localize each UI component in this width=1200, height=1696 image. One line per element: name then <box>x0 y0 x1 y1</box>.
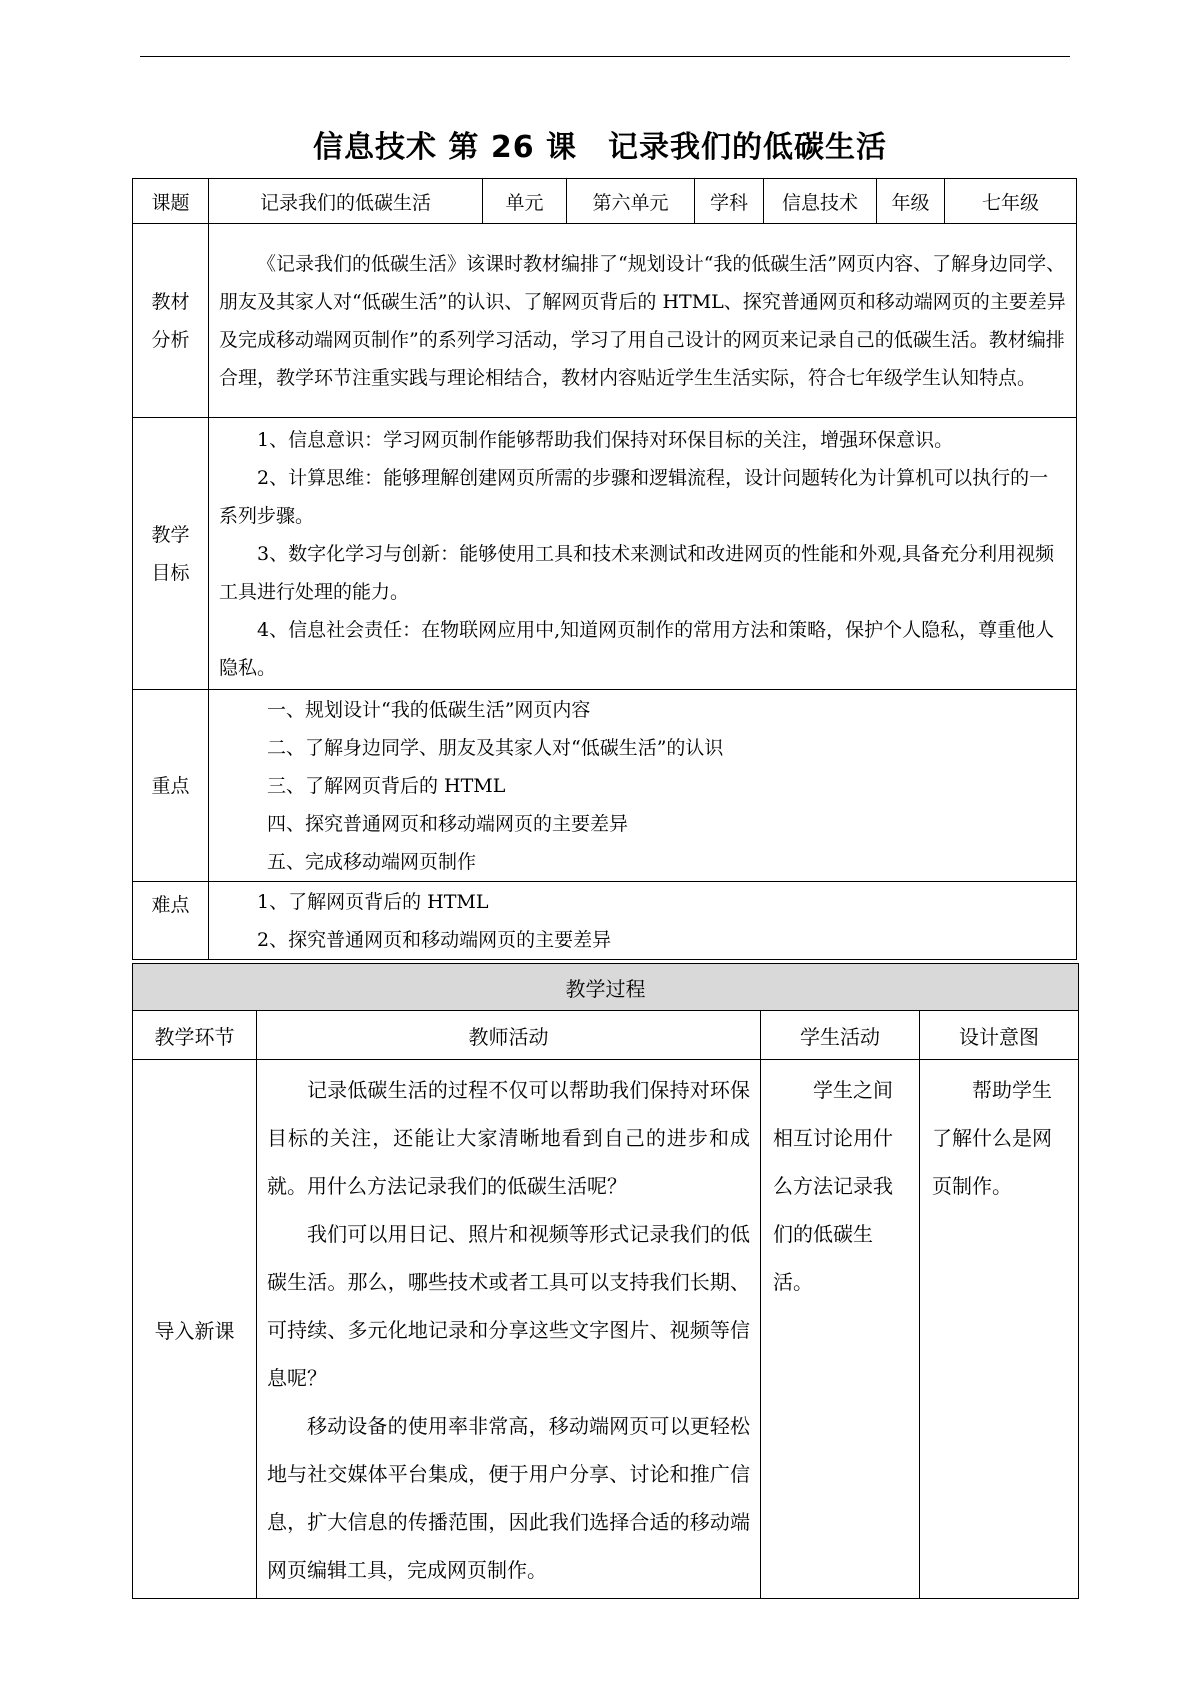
teacher-paragraph: 我们可以用日记、照片和视频等形式记录我们的低碳生活。那么，哪些技术或者工具可以支持我们长期、可持续、多元化地记录和分享这些文字图片、视频等信息呢？ <box>267 1222 750 1390</box>
unit-value: 第六单元 <box>567 179 695 224</box>
analysis-content <box>209 224 1077 418</box>
difficult-points-content <box>209 882 1077 960</box>
subject-label: 学科 <box>695 179 764 224</box>
goals-label-line-1: 教学 <box>151 523 190 546</box>
difficult-point-item: 2、探究普通网页和移动端网页的主要差异 <box>257 928 612 951</box>
key-point-item: 二、了解身边同学、朋友及其家人对“低碳生活”的认识 <box>267 736 724 759</box>
header-stage: 教学环节 <box>133 1011 257 1060</box>
teacher-activity-cell <box>257 1060 761 1599</box>
goal-item: 3、数字化学习与创新：能够使用工具和技术来测试和改进网页的性能和外观,具备充分利用视频工具进行处理的能力。 <box>219 542 1055 603</box>
stage-cell: 导入新课 <box>133 1060 257 1599</box>
subject-value: 信息技术 <box>764 179 877 224</box>
analysis-label <box>133 224 209 418</box>
grade-value: 七年级 <box>945 179 1077 224</box>
teacher-paragraph: 移动设备的使用率非常高，移动端网页可以更轻松地与社交媒体平台集成，便于用户分享、讨论和推广信息，扩大信息的传播范围，因此我们选择合适的移动端网页编辑工具，完成网页制作。 <box>267 1414 750 1582</box>
process-title: 教学过程 <box>133 964 1079 1011</box>
student-activity-cell <box>761 1060 920 1599</box>
goal-item: 1、信息意识：学习网页制作能够帮助我们保持对环保目标的关注，增强环保意识。 <box>257 428 954 451</box>
design-intent-text: 帮助学生了解什么是网页制作。 <box>932 1078 1052 1198</box>
meta-row <box>133 179 1077 224</box>
lesson-info-table <box>132 178 1077 960</box>
key-points-label: 重点 <box>133 690 209 882</box>
key-point-item: 一、规划设计“我的低碳生活”网页内容 <box>267 698 591 721</box>
process-title-row <box>133 964 1079 1011</box>
grade-label: 年级 <box>877 179 945 224</box>
student-activity-text: 学生之间相互讨论用什么方法记录我们的低碳生活。 <box>773 1078 893 1294</box>
difficult-points-label: 难点 <box>133 882 209 960</box>
header-rule <box>140 56 1070 57</box>
goal-item: 4、信息社会责任：在物联网应用中,知道网页制作的常用方法和策略，保护个人隐私，尊重他人隐私。 <box>219 618 1055 679</box>
teaching-process-table <box>132 963 1079 1599</box>
goals-content <box>209 418 1077 690</box>
header-design-intent: 设计意图 <box>920 1011 1079 1060</box>
key-point-item: 五、完成移动端网页制作 <box>267 850 477 873</box>
analysis-row <box>133 224 1077 418</box>
goal-item: 2、计算思维：能够理解创建网页所需的步骤和逻辑流程，设计问题转化为计算机可以执行的一系列步骤。 <box>219 466 1049 527</box>
analysis-text: 《记录我们的低碳生活》该课时教材编排了“规划设计“我的低碳生活”网页内容、了解身边同学、朋友及其家人对“低碳生活”的认识、了解网页背后的 HTML、探究普通网页和移动端网页的主要差异及完成移动端网页制作”的系列学习活动，学习了用自己设计的网页来记录自己的低碳生活。教材编排合理，教学环节注重实践与理论相结合，教材内容贴近学生生活实际，符合七年级学生认知特点。 <box>219 252 1066 389</box>
key-points-content <box>209 690 1077 882</box>
process-row-intro <box>133 1060 1079 1599</box>
analysis-label-line-1: 教材 <box>151 290 190 313</box>
topic-label: 课题 <box>133 179 209 224</box>
design-intent-cell <box>920 1060 1079 1599</box>
process-header-row <box>133 1011 1079 1060</box>
topic-value: 记录我们的低碳生活 <box>209 179 483 224</box>
key-points-row <box>133 690 1077 882</box>
header-teacher-activity: 教师活动 <box>257 1011 761 1060</box>
goals-label <box>133 418 209 690</box>
key-point-item: 四、探究普通网页和移动端网页的主要差异 <box>267 812 629 835</box>
teacher-paragraph: 记录低碳生活的过程不仅可以帮助我们保持对环保目标的关注，还能让大家清晰地看到自己的进步和成就。用什么方法记录我们的低碳生活呢？ <box>267 1078 750 1198</box>
goals-row <box>133 418 1077 690</box>
goals-label-line-2: 目标 <box>151 561 190 584</box>
key-point-item: 三、了解网页背后的 HTML <box>267 774 506 797</box>
difficult-point-item: 1、了解网页背后的 HTML <box>257 890 489 913</box>
difficult-points-row <box>133 882 1077 960</box>
document-title: 信息技术 第 26 课 记录我们的低碳生活 <box>312 130 888 165</box>
unit-label: 单元 <box>483 179 567 224</box>
header-student-activity: 学生活动 <box>761 1011 920 1060</box>
analysis-label-line-2: 分析 <box>151 328 190 351</box>
